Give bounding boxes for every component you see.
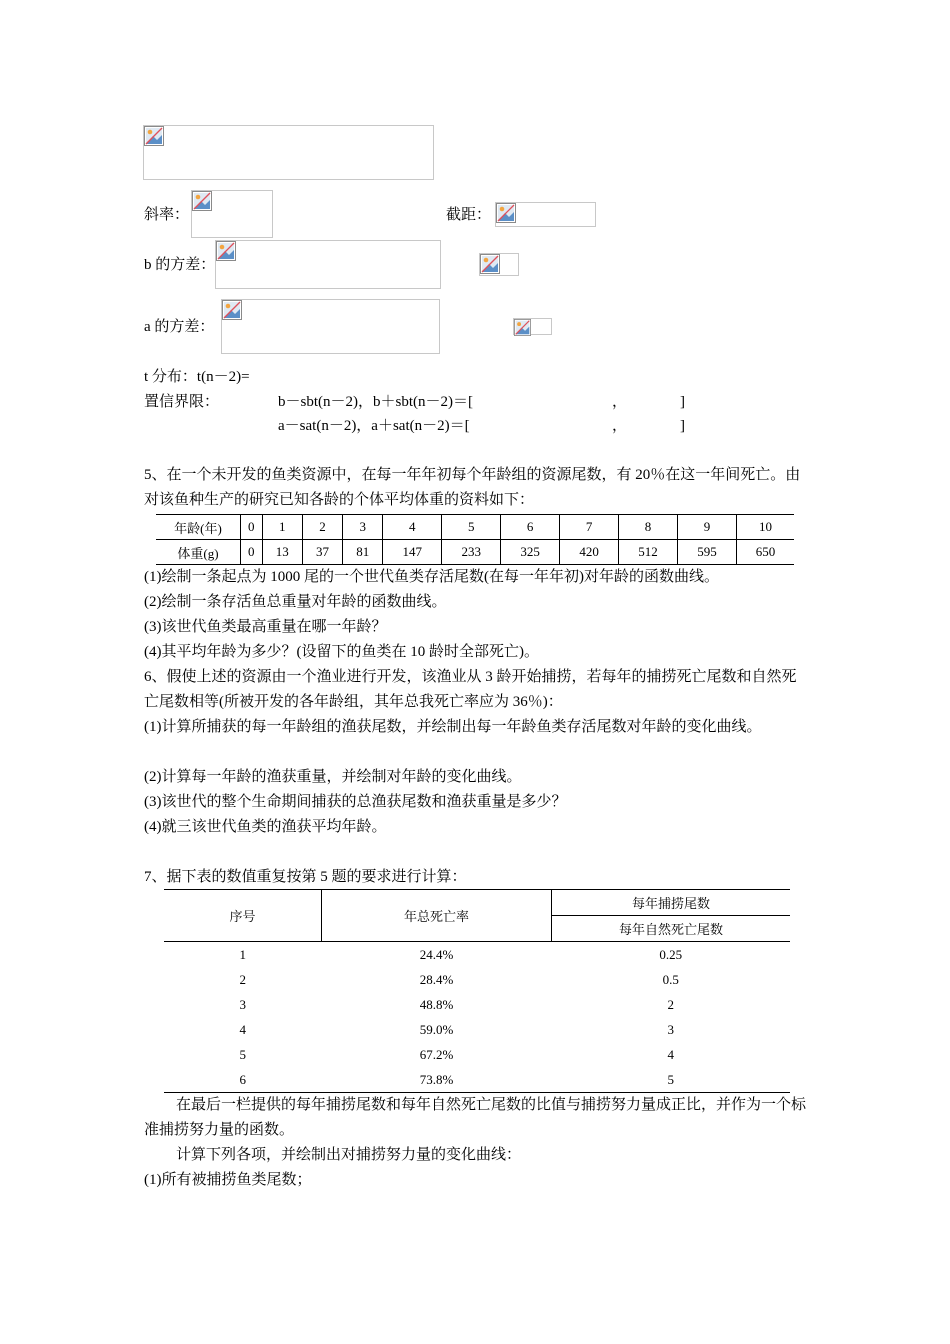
table-cell: 24.4% bbox=[419, 946, 454, 962]
table-cell: 5 bbox=[552, 1067, 791, 1093]
table-cell: 0 bbox=[241, 540, 263, 565]
table-cell: 0.5 bbox=[662, 971, 679, 987]
table-cell: 5 bbox=[442, 515, 501, 540]
table-header-mortality: 年总死亡率 bbox=[322, 890, 552, 942]
q6-item-3: (3)该世代的整个生命期间捕获的总渔获尾数和渔获重量是多少？ bbox=[144, 794, 567, 810]
a-variance-label: a 的方差： bbox=[144, 319, 215, 335]
formula-image-1 bbox=[143, 125, 434, 180]
table-cell: 1 bbox=[239, 946, 246, 962]
table-cell: 73.8% bbox=[322, 1067, 552, 1093]
table-cell: 9 bbox=[678, 515, 737, 540]
b-interval: b－sbt(n－2)，b＋sbt(n－2)＝[ bbox=[278, 394, 473, 410]
table-cell: 28.4% bbox=[419, 971, 454, 987]
q5-item-2: (2)绘制一条存活鱼总重量对年龄的函数曲线。 bbox=[144, 594, 447, 610]
table-cell: 4 bbox=[383, 515, 442, 540]
q7-paragraph-2: 计算下列各项，并绘制出对捕捞努力量的变化曲线： bbox=[176, 1147, 522, 1163]
table-cell: 1 bbox=[262, 515, 302, 540]
q7-intro: 7、据下表的数值重复按第 5 题的要求进行计算： bbox=[144, 869, 467, 885]
table-cell: 81 bbox=[343, 540, 383, 565]
b-interval-comma: ， bbox=[612, 394, 628, 410]
slope-image bbox=[191, 190, 273, 238]
table-cell: 3 bbox=[343, 515, 383, 540]
image-placeholder-icon bbox=[144, 126, 164, 146]
a-interval: a－sat(n－2)，a＋sat(n－2)＝[ bbox=[278, 418, 470, 434]
q5-item-4: (4)其平均年龄为多少？(设留下的鱼类在 10 龄时全部死亡)。 bbox=[144, 644, 539, 660]
table-row bbox=[164, 1042, 790, 1067]
table-row bbox=[156, 540, 794, 565]
b-variance-image bbox=[215, 240, 441, 289]
a-variance-image bbox=[221, 299, 440, 354]
table-cell: 13 bbox=[262, 540, 302, 565]
confidence-limits-label: 置信界限： bbox=[144, 394, 220, 410]
table-row bbox=[156, 515, 794, 540]
b-variance-label: b 的方差： bbox=[144, 257, 216, 273]
table-cell: 6 bbox=[501, 515, 560, 540]
table-cell: 650 bbox=[736, 540, 794, 565]
q6-intro: 6、假使上述的资源由一个渔业进行开发，该渔业从 3 龄开始捕捞，若每年的捕捞死亡尾数和自然死亡尾数相等(所被开发的各年龄组，其年总我死亡率应为 36％)： bbox=[144, 669, 797, 710]
image-placeholder-icon bbox=[514, 319, 531, 336]
table-cell: 420 bbox=[560, 540, 619, 565]
table-cell: 37 bbox=[302, 540, 342, 565]
q6-item-2: (2)计算每一年龄的渔获重量，并绘制对年龄的变化曲线。 bbox=[144, 769, 522, 785]
table-cell: 325 bbox=[501, 540, 560, 565]
slope-label: 斜率： bbox=[144, 207, 190, 223]
table-cell: 512 bbox=[619, 540, 678, 565]
intercept-label: 截距： bbox=[446, 207, 492, 223]
intercept-image bbox=[495, 202, 596, 227]
table-cell: 3 bbox=[239, 996, 246, 1012]
table-cell: 4 bbox=[239, 1021, 246, 1037]
image-placeholder-icon bbox=[480, 254, 500, 274]
image-placeholder-icon bbox=[496, 203, 516, 223]
image-placeholder-icon bbox=[222, 300, 242, 320]
table-header-natural: 每年自然死亡尾数 bbox=[552, 916, 791, 942]
image-placeholder-icon bbox=[192, 191, 212, 211]
table-cell: 0 bbox=[241, 515, 263, 540]
q7-paragraph-1: 在最后一栏提供的每年捕捞尾数和每年自然死亡尾数的比值与捕捞努力量成正比，并作为一个标准捕捞努力量的函数。 bbox=[144, 1097, 807, 1138]
table-cell: 233 bbox=[442, 540, 501, 565]
mortality-table bbox=[164, 889, 790, 1093]
table-row bbox=[164, 992, 790, 1017]
b-variance-value-image bbox=[479, 253, 519, 276]
table-header-age: 年龄(年) bbox=[156, 515, 241, 540]
table-cell: 8 bbox=[619, 515, 678, 540]
table-row bbox=[164, 1017, 790, 1042]
q6-item-4: (4)就三该世代鱼类的渔获平均年龄。 bbox=[144, 819, 387, 835]
a-variance-value-image bbox=[513, 318, 552, 335]
table-cell: 59.0% bbox=[419, 1021, 454, 1037]
q5-intro: 5、在一个未开发的鱼类资源中，在每一年年初每个年龄组的资源尾数，有 20％在这一年间死亡。由对该鱼种生产的研究已知各龄的个体平均体重的资料如下： bbox=[144, 467, 801, 508]
q5-item-1: (1)绘制一条起点为 1000 尾的一个世代鱼类存活尾数(在每一年年初)对年龄的函数曲线。 bbox=[144, 569, 719, 585]
table-header-no: 序号 bbox=[164, 890, 322, 942]
table-header-weight: 体重(g) bbox=[156, 540, 241, 565]
table-cell: 7 bbox=[560, 515, 619, 540]
table-row bbox=[164, 967, 790, 992]
a-interval-comma: ， bbox=[612, 418, 628, 434]
q5-item-3: (3)该世代鱼类最高重量在哪一年龄？ bbox=[144, 619, 387, 635]
table-cell: 5 bbox=[239, 1046, 246, 1062]
table-cell: 3 bbox=[667, 1021, 674, 1037]
image-placeholder-icon bbox=[216, 241, 236, 261]
table-row bbox=[164, 942, 790, 968]
table-cell: 147 bbox=[383, 540, 442, 565]
table-header-catch: 每年捕捞尾数 bbox=[552, 890, 791, 916]
table-header-row bbox=[164, 890, 790, 916]
b-interval-close: ] bbox=[680, 394, 685, 410]
table-cell: 67.2% bbox=[419, 1046, 454, 1062]
q7-item-1: (1)所有被捕捞鱼类尾数； bbox=[144, 1172, 312, 1188]
table-row bbox=[164, 1067, 790, 1093]
table-cell: 0.25 bbox=[659, 946, 683, 962]
table-cell: 595 bbox=[678, 540, 737, 565]
age-weight-table bbox=[156, 514, 794, 565]
table-cell: 2 bbox=[239, 971, 246, 987]
t-distribution-line: t 分布：t(n－2)= bbox=[144, 369, 250, 385]
a-interval-close: ] bbox=[680, 418, 685, 434]
q6-item-1: (1)计算所捕获的每一年龄组的渔获尾数，并绘制出每一年龄鱼类存活尾数对年龄的变化曲线。 bbox=[144, 719, 762, 735]
table-cell: 2 bbox=[667, 996, 674, 1012]
table-cell: 48.8% bbox=[419, 996, 454, 1012]
table-cell: 2 bbox=[302, 515, 342, 540]
table-cell: 10 bbox=[736, 515, 794, 540]
table-cell: 4 bbox=[667, 1046, 674, 1062]
table-cell: 6 bbox=[164, 1067, 322, 1093]
